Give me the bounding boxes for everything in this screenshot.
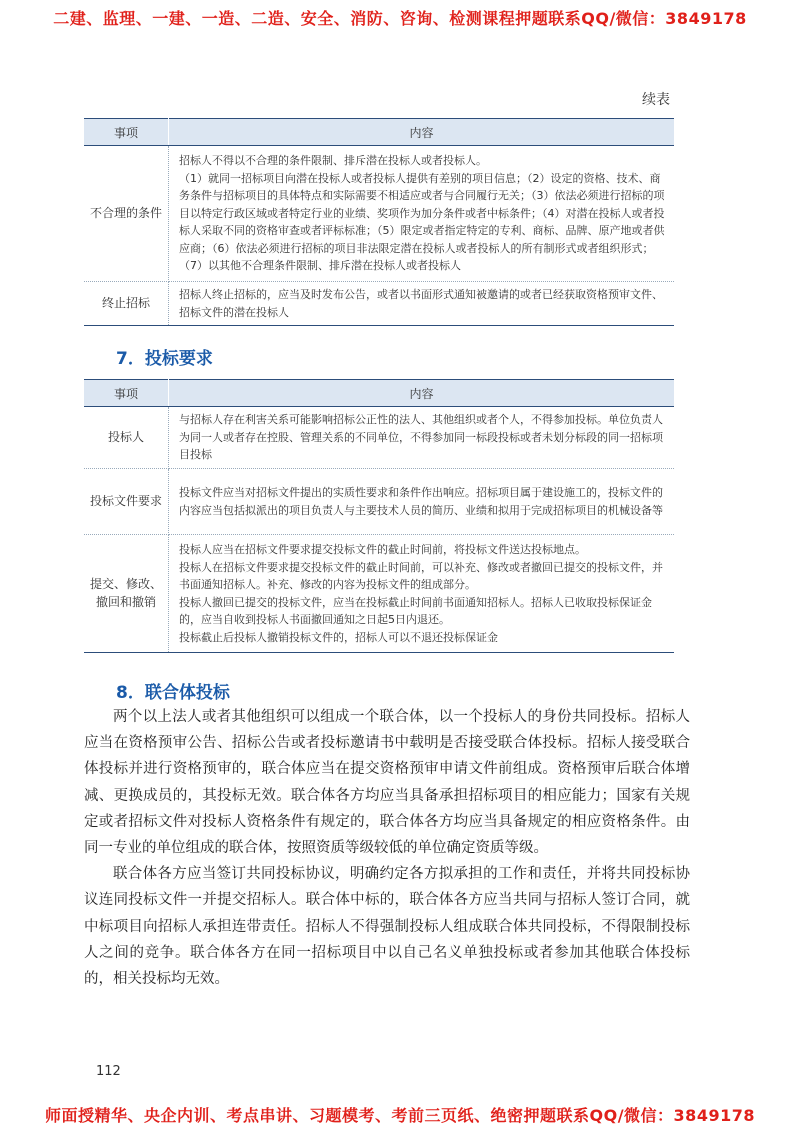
content-paragraph: 招标人不得以不合理的条件限制、排斥潜在投标人或者投标人。	[179, 154, 487, 168]
table-row	[84, 146, 674, 282]
content-paragraph: 投标人在招标文件要求提交投标文件的截止时间前，可以补充、修改或者撤回已提交的投标文件，并书面通知招标人。补充、修改的内容为投标文件的组成部分。	[179, 560, 663, 591]
content-paragraph: （1）就同一招标项目向潜在投标人或者投标人提供有差别的项目信息；（2）设定的资格、技术、商务条件与招标项目的具体特点和实际需要不相适应或者与合同履行无关；（3）依法必须进行招标的项目以特定行政区域或者特定行业的业绩、奖项作为加分条件或者中标条件；（4）对潜在投标人或者投标人采取不同的资格审查或者评标标准；（5）限定或者指定特定的专利、商标、品牌、原产地或者供应商；（6）依法必须进行招标的项目非法限定潜在投标人或者投标人的所有制形式或者组织形式；（7）以其他不合理条件限制、排斥潜在投标人或者投标人	[179, 171, 665, 273]
body-paragraph: 联合体各方应当签订共同投标协议，明确约定各方拟承担的工作和责任，并将共同投标协议连同投标文件一并提交招标人。联合体中标的，联合体各方应当共同与招标人签订合同，就中标项目向招标人承担连带责任。招标人不得强制投标人组成联合体共同投标，不得限制投标人之间的竞争。联合体各方在同一招标项目中以自己名义单独投标或者参加其他联合体投标的，相关投标均无效。	[84, 866, 690, 988]
content-paragraph: 投标截止后投标人撤销投标文件的，招标人可以不退还投标保证金	[179, 630, 498, 644]
page-number: 112	[96, 1064, 121, 1079]
top-banner: 二建、监理、一建、一造、二造、安全、消防、咨询、检测课程押题联系QQ/微信：3849178	[53, 9, 747, 28]
header-item: 事项	[84, 380, 169, 407]
row-content	[169, 407, 675, 469]
content-paragraph: 与招标人存在利害关系可能影响招标公正性的法人、其他组织或者个人，不得参加投标。单位负责人为同一人或者存在控股、管理关系的不同单位，不得参加同一标段投标或者未划分标段的同一招标项目投标	[179, 413, 663, 462]
row-content	[169, 469, 675, 535]
table-row	[84, 535, 674, 653]
row-item: 提交、修改、撤回和撤销	[84, 535, 169, 653]
content-paragraph: 投标人撤回已提交的投标文件，应当在投标截止时间前书面通知招标人。招标人已收取投标保证金的，应当自收到投标人书面撤回通知之日起5日内退还。	[179, 595, 652, 626]
table-bidding-requirements	[84, 379, 674, 653]
row-content	[169, 282, 675, 326]
table-bid-conditions	[84, 118, 674, 326]
body-paragraph: 两个以上法人或者其他组织可以组成一个联合体，以一个投标人的身份共同投标。招标人应当在资格预审公告、招标公告或者投标邀请书中载明是否接受联合体投标。招标人接受联合体投标并进行资格预审的，联合体应当在提交资格预审申请文件前组成。资格预审后联合体增减、更换成员的，其投标无效。联合体各方均应当具备承担招标项目的相应能力；国家有关规定或者招标文件对投标人资格条件有规定的，联合体各方均应当具备规定的相应资格条件。由同一专业的单位组成的联合体，按照资质等级较低的单位确定资质等级。	[84, 709, 690, 857]
header-item: 事项	[84, 119, 169, 146]
table-caption: 续表	[642, 92, 670, 108]
table-row	[84, 469, 674, 535]
content-paragraph: 投标人应当在招标文件要求提交投标文件的截止时间前，将投标文件送达投标地点。	[179, 543, 586, 556]
section-8-body	[84, 704, 690, 992]
table-row	[84, 407, 674, 469]
content-paragraph: 招标人终止招标的，应当及时发布公告，或者以书面形式通知被邀请的或者已经获取资格预审文件、招标文件的潜在投标人	[179, 288, 663, 319]
header-content: 内容	[169, 119, 675, 146]
row-item: 不合理的条件	[84, 146, 169, 282]
section-heading-7: 7．投标要求	[116, 349, 213, 369]
table-row	[84, 282, 674, 326]
table-header-row	[84, 119, 674, 146]
row-item: 终止招标	[84, 282, 169, 326]
row-item: 投标人	[84, 407, 169, 469]
section-heading-8: 8．联合体投标	[116, 683, 230, 703]
header-content: 内容	[169, 380, 675, 407]
bottom-banner: 师面授精华、央企内训、考点串讲、习题模考、考前三页纸、绝密押题联系QQ/微信：3849178	[45, 1106, 755, 1125]
row-content	[169, 146, 675, 282]
table-header-row	[84, 380, 674, 407]
row-content	[169, 535, 675, 653]
content-paragraph: 投标文件应当对招标文件提出的实质性要求和条件作出响应。招标项目属于建设施工的，投标文件的内容应当包括拟派出的项目负责人与主要技术人员的简历、业绩和拟用于完成招标项目的机械设备等	[179, 486, 663, 517]
row-item: 投标文件要求	[84, 469, 169, 535]
